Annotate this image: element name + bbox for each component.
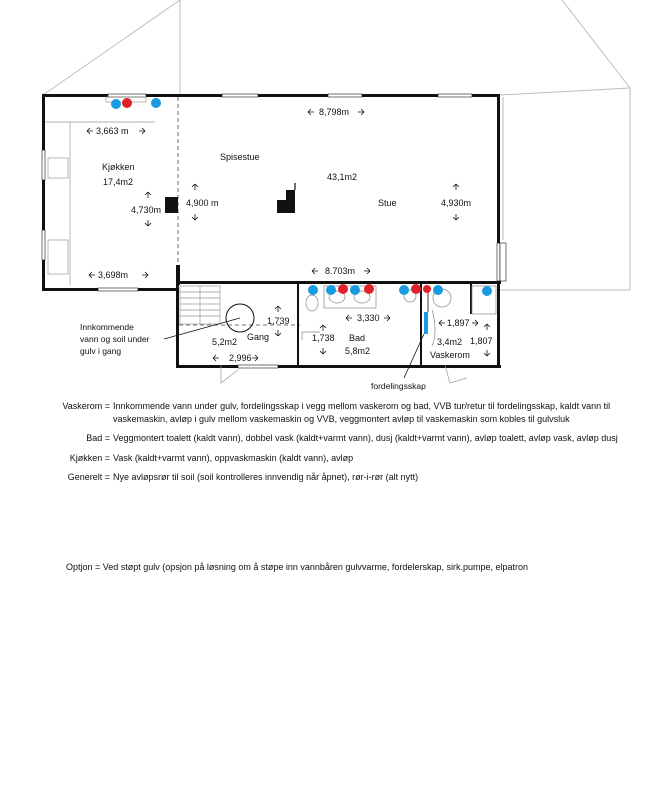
- dim-bath-width: 3,330: [357, 313, 380, 323]
- wall-stub: [176, 265, 180, 285]
- incoming-leader-line: [164, 318, 240, 339]
- dim-kitchen-depth: 4,730m: [131, 205, 162, 215]
- note-bad-key: Bad =: [86, 433, 110, 444]
- cold-water-dot: [111, 99, 121, 109]
- living-area: 43,1m2: [327, 172, 358, 182]
- note-vaskerom-key: Vaskerom =: [62, 401, 110, 411]
- cold-water-dot: [433, 285, 443, 295]
- dim-living-depth-left: 4,900 m: [186, 198, 219, 208]
- note-kjokken-key: Kjøkken =: [69, 452, 110, 463]
- note-option: Optjon = Ved støpt gulv (opsjon på løsning om å støpe inn vannbåren gulvvarme, fordelerskap, sirk.pumpe, elpatron: [66, 562, 528, 572]
- bath-area: 5,8m2: [345, 346, 371, 356]
- roof-outline: [43, 0, 630, 290]
- note-vaskerom-text: Innkommende vann under gulv, fordelingsskap i vegg mellom vaskerom og bad, VVB tur/retur til fordelingsskap, kaldt vann til vaskemaskin, avløp i gulv mellom vaskemaskin og VVB, veggmontert avløp til vaskemaskin som kobles til gulvsluk: [113, 401, 611, 424]
- bath-name: Bad: [349, 333, 366, 343]
- incoming-label-line3: gulv i gang: [80, 346, 122, 356]
- dim-hall-width: 2,996: [229, 353, 252, 363]
- kitchen-name: Kjøkken: [102, 162, 135, 172]
- note-generelt-text: Nye avløpsrør til soil (soil kontrolleres innvendig når åpnet), rør-i-rør (alt nytt): [113, 472, 419, 483]
- cold-water-dot: [308, 285, 318, 295]
- hall-name: Gang: [247, 332, 270, 342]
- dim-kitchen-bottom: 3,698m: [98, 270, 129, 280]
- note-generelt-key: Generelt =: [67, 472, 110, 483]
- note-kjokken: [58, 452, 618, 465]
- note-kjokken-text: Vask (kaldt+varmt vann), oppvaskmaskin (kaldt vann), avløp: [113, 452, 354, 463]
- dim-laundry-width: 1,897: [447, 318, 470, 328]
- cabinet-label: fordelingsskap: [371, 381, 426, 391]
- note-vaskerom: [58, 400, 618, 425]
- notes-section: [58, 400, 618, 491]
- cold-water-dot: [350, 285, 360, 295]
- cold-water-dot: [482, 286, 492, 296]
- stair-block: [277, 190, 295, 213]
- note-bad-text: Veggmontert toalett (kaldt vann), dobbel vask (kaldt+varmt vann), dusj (kaldt+varmt vann), avløp toalett, avløp vask, avløp dusj: [113, 433, 618, 444]
- cold-water-dot: [151, 98, 161, 108]
- laundry-area: 3,4m2: [437, 337, 463, 347]
- floor-plan: [0, 0, 650, 400]
- hall-area: 5,2m2: [212, 337, 238, 347]
- cold-water-dot: [326, 285, 336, 295]
- hot-water-dot: [411, 284, 421, 294]
- dim-laundry-depth: 1,807: [470, 336, 493, 346]
- kitchen-area: 17,4m2: [103, 177, 134, 187]
- dim-hall-depth: 1,739: [267, 316, 290, 326]
- dining-name: Spisestue: [220, 152, 260, 162]
- note-generelt: [58, 471, 618, 484]
- living-name: Stue: [378, 198, 397, 208]
- laundry-name: Vaskerom: [430, 350, 470, 360]
- dim-living-bottom: 8.703m: [325, 266, 356, 276]
- dim-kitchen-top: 3,663 m: [96, 126, 129, 136]
- incoming-label-line2: vann og soil under: [80, 334, 150, 344]
- kitchen-counters: [45, 122, 155, 285]
- dim-living-top: 8,798m: [319, 107, 350, 117]
- hot-water-dot: [338, 284, 348, 294]
- hot-water-dot: [423, 285, 431, 293]
- distribution-cabinet: [424, 312, 428, 334]
- hall-stairs: [180, 286, 220, 324]
- chimney-block: [165, 197, 178, 213]
- note-bad: [58, 432, 618, 445]
- hot-water-dot: [364, 284, 374, 294]
- incoming-label-line1: Innkommende: [80, 322, 134, 332]
- hot-water-dot: [122, 98, 132, 108]
- dim-bath-depth: 1,738: [312, 333, 335, 343]
- dim-living-depth-right: 4,930m: [441, 198, 472, 208]
- cold-water-dot: [399, 285, 409, 295]
